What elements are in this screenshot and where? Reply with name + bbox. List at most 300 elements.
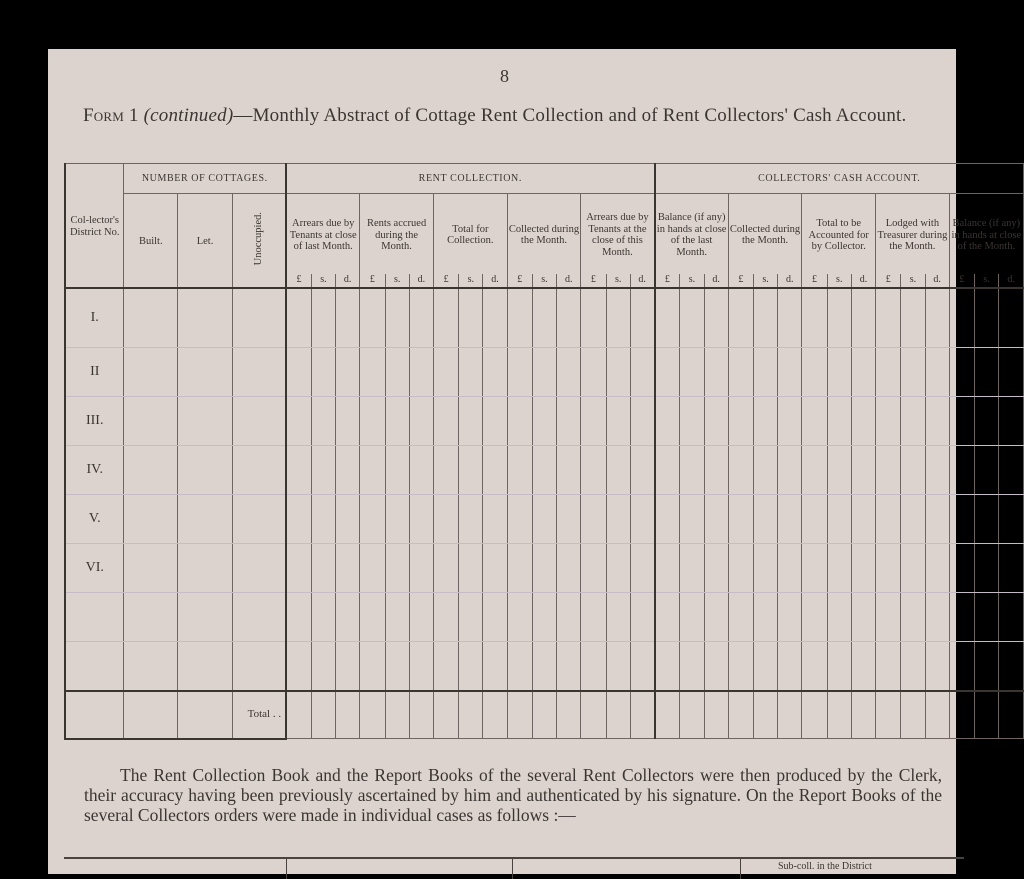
total-money-cell (385, 691, 409, 739)
district-row (65, 593, 1024, 642)
total-built-cell (124, 691, 178, 739)
money-cell (827, 397, 851, 446)
total-money-cell (286, 691, 311, 739)
money-cell (286, 288, 311, 348)
money-cell (581, 544, 606, 593)
abstract-table (64, 163, 1024, 740)
money-cell (433, 593, 458, 642)
money-cell (360, 348, 385, 397)
total-money-cell (827, 691, 851, 739)
money-cell (778, 642, 802, 691)
total-money-cell (483, 691, 507, 739)
money-cell (507, 397, 532, 446)
money-cell (851, 495, 875, 544)
money-cell (851, 348, 875, 397)
money-cell (901, 397, 925, 446)
total-money-cell (433, 691, 458, 739)
money-cell (827, 593, 851, 642)
col-arrears-last-header: Arrears due by Tenants at close of last Month. (286, 194, 360, 274)
money-cell (680, 348, 704, 397)
money-cell (557, 495, 581, 544)
money-cell (409, 348, 433, 397)
money-cell (459, 544, 483, 593)
money-cell (360, 446, 385, 495)
money-cell (680, 446, 704, 495)
money-cell (827, 288, 851, 348)
money-cell (999, 642, 1024, 691)
money-cell (581, 288, 606, 348)
money-cell (483, 642, 507, 691)
total-label: Total . . (232, 691, 286, 739)
money-cell (459, 288, 483, 348)
pence-label: d. (851, 274, 875, 288)
money-cell (949, 348, 974, 397)
money-cell (704, 348, 728, 397)
money-cell (532, 544, 556, 593)
money-cell (827, 348, 851, 397)
col-arrears-close-header: Arrears due by Tenants at the close of this Month. (581, 194, 655, 274)
money-cell (557, 544, 581, 593)
money-cell (483, 348, 507, 397)
money-cell (999, 446, 1024, 495)
total-money-cell (655, 691, 680, 739)
money-cell (507, 495, 532, 544)
district-row (65, 288, 1024, 348)
money-cell (680, 397, 704, 446)
built-cell (124, 642, 178, 691)
pound-label: £ (655, 274, 680, 288)
total-let-cell (178, 691, 233, 739)
shilling-label: s. (827, 274, 851, 288)
money-cell (999, 593, 1024, 642)
table-body (65, 288, 1024, 691)
col-lodged-header: Lodged with Treasurer during the Month. (876, 194, 950, 274)
district-number (65, 642, 124, 691)
let-cell (178, 288, 233, 348)
unoccupied-cell (232, 397, 286, 446)
built-cell (124, 288, 178, 348)
total-money-cell (507, 691, 532, 739)
group-cottages-header: NUMBER OF COTTAGES. (124, 164, 286, 194)
money-cell (901, 446, 925, 495)
money-cell (704, 495, 728, 544)
money-cell (680, 642, 704, 691)
money-cell (606, 446, 630, 495)
money-cell (704, 446, 728, 495)
group-rent-header: RENT COLLECTION. (286, 164, 654, 194)
money-cell (975, 397, 999, 446)
total-money-cell (778, 691, 802, 739)
let-cell (178, 446, 233, 495)
money-cell (630, 397, 654, 446)
built-cell (124, 446, 178, 495)
money-cell (728, 288, 753, 348)
money-cell (336, 397, 360, 446)
money-cell (385, 642, 409, 691)
total-money-cell (680, 691, 704, 739)
total-district-cell (65, 691, 124, 739)
money-cell (802, 544, 827, 593)
money-cell (655, 348, 680, 397)
pound-label: £ (802, 274, 827, 288)
money-cell (975, 544, 999, 593)
money-cell (557, 593, 581, 642)
money-cell (360, 288, 385, 348)
money-cell (949, 544, 974, 593)
total-money-cell (925, 691, 949, 739)
money-cell (507, 348, 532, 397)
money-cell (311, 446, 335, 495)
money-cell (704, 642, 728, 691)
total-money-cell (802, 691, 827, 739)
let-cell (178, 544, 233, 593)
money-cell (336, 446, 360, 495)
pound-label: £ (728, 274, 753, 288)
district-row (65, 446, 1024, 495)
money-cell (433, 642, 458, 691)
pound-label: £ (433, 274, 458, 288)
money-cell (851, 593, 875, 642)
form-continued: (continued) (143, 105, 234, 126)
money-cell (311, 288, 335, 348)
money-cell (606, 593, 630, 642)
money-cell (925, 593, 949, 642)
money-cell (557, 348, 581, 397)
total-row (65, 691, 1024, 739)
money-cell (975, 642, 999, 691)
money-cell (728, 348, 753, 397)
money-cell (802, 288, 827, 348)
money-cell (949, 397, 974, 446)
let-cell (178, 397, 233, 446)
total-money-cell (901, 691, 925, 739)
money-cell (827, 446, 851, 495)
money-cell (753, 446, 777, 495)
total-money-cell (975, 691, 999, 739)
money-cell (433, 544, 458, 593)
money-cell (901, 495, 925, 544)
money-cell (851, 397, 875, 446)
total-money-cell (557, 691, 581, 739)
unoccupied-cell (232, 642, 286, 691)
money-cell (532, 348, 556, 397)
money-cell (925, 544, 949, 593)
money-cell (975, 593, 999, 642)
money-cell (409, 495, 433, 544)
paragraph-text: The Rent Collection Book and the Report Books of the several Rent Collectors were then produced by the Clerk, their accuracy having been previously ascertained by him and authenticated by his signature. On the Report Books of the several Collectors orders were made in individual cases as follows :— (84, 765, 942, 825)
money-cell (655, 593, 680, 642)
money-cell (680, 593, 704, 642)
money-cell (999, 397, 1024, 446)
next-table-divider (740, 859, 741, 879)
money-cell (728, 544, 753, 593)
col-total-accounted-header: Total to be Accounted for by Collector. (802, 194, 876, 274)
money-cell (876, 642, 901, 691)
shilling-label: s. (459, 274, 483, 288)
money-cell (311, 642, 335, 691)
district-row (65, 495, 1024, 544)
money-cell (336, 593, 360, 642)
unoccupied-cell (232, 348, 286, 397)
money-cell (385, 593, 409, 642)
money-cell (630, 544, 654, 593)
money-cell (704, 397, 728, 446)
money-cell (949, 495, 974, 544)
col-built-header: Built. (124, 194, 178, 288)
money-cell (876, 446, 901, 495)
total-money-cell (459, 691, 483, 739)
money-cell (925, 397, 949, 446)
money-cell (704, 544, 728, 593)
money-cell (753, 397, 777, 446)
money-cell (851, 288, 875, 348)
money-cell (507, 593, 532, 642)
total-money-cell (728, 691, 753, 739)
money-cell (999, 495, 1024, 544)
money-cell (581, 593, 606, 642)
money-cell (925, 495, 949, 544)
money-cell (483, 544, 507, 593)
money-cell (557, 446, 581, 495)
money-cell (704, 288, 728, 348)
money-cell (949, 288, 974, 348)
money-cell (532, 593, 556, 642)
money-cell (360, 593, 385, 642)
money-cell (581, 446, 606, 495)
district-number: VI. (65, 544, 124, 593)
pound-label: £ (507, 274, 532, 288)
col-collected-header: Collected during the Month. (507, 194, 581, 274)
money-cell (680, 495, 704, 544)
money-cell (851, 642, 875, 691)
let-cell (178, 495, 233, 544)
money-cell (778, 446, 802, 495)
money-cell (433, 397, 458, 446)
money-cell (483, 397, 507, 446)
money-cell (925, 446, 949, 495)
form-heading (83, 105, 943, 127)
money-cell (704, 593, 728, 642)
total-money-cell (999, 691, 1024, 739)
money-cell (459, 397, 483, 446)
money-cell (532, 642, 556, 691)
money-cell (606, 544, 630, 593)
col-balance-close-header: Balance (if any) in hands at close of the Month. (949, 194, 1023, 274)
shilling-label: s. (311, 274, 335, 288)
unoccupied-cell (232, 544, 286, 593)
money-cell (975, 495, 999, 544)
money-cell (606, 495, 630, 544)
money-cell (655, 495, 680, 544)
money-cell (802, 642, 827, 691)
money-cell (311, 544, 335, 593)
money-cell (778, 544, 802, 593)
unoccupied-cell (232, 446, 286, 495)
money-cell (949, 642, 974, 691)
money-cell (507, 446, 532, 495)
shilling-label: s. (901, 274, 925, 288)
money-cell (827, 642, 851, 691)
page-number: 8 (500, 66, 509, 86)
shilling-label: s. (385, 274, 409, 288)
money-cell (507, 642, 532, 691)
money-cell (557, 642, 581, 691)
money-cell (802, 397, 827, 446)
money-cell (360, 642, 385, 691)
money-cell (630, 446, 654, 495)
pound-label: £ (581, 274, 606, 288)
money-cell (557, 288, 581, 348)
money-cell (655, 446, 680, 495)
money-cell (901, 593, 925, 642)
district-row (65, 642, 1024, 691)
money-cell (901, 642, 925, 691)
total-money-cell (753, 691, 777, 739)
money-cell (286, 397, 311, 446)
total-money-cell (704, 691, 728, 739)
col-unoccupied-cell (232, 194, 286, 288)
total-money-cell (949, 691, 974, 739)
money-cell (433, 446, 458, 495)
built-cell (124, 544, 178, 593)
pence-label: d. (557, 274, 581, 288)
total-money-cell (876, 691, 901, 739)
money-cell (655, 288, 680, 348)
money-cell (606, 348, 630, 397)
built-cell (124, 348, 178, 397)
money-cell (753, 593, 777, 642)
money-cell (409, 446, 433, 495)
money-cell (459, 495, 483, 544)
money-cell (459, 348, 483, 397)
money-cell (778, 495, 802, 544)
money-cell (778, 288, 802, 348)
total-money-cell (630, 691, 654, 739)
unoccupied-cell (232, 495, 286, 544)
money-cell (286, 495, 311, 544)
money-cell (728, 642, 753, 691)
money-cell (336, 348, 360, 397)
built-cell (124, 593, 178, 642)
money-cell (680, 288, 704, 348)
money-cell (728, 495, 753, 544)
money-cell (483, 288, 507, 348)
money-cell (901, 544, 925, 593)
money-cell (851, 544, 875, 593)
money-cell (286, 593, 311, 642)
total-money-cell (532, 691, 556, 739)
money-cell (385, 446, 409, 495)
pence-label: d. (925, 274, 949, 288)
money-cell (655, 544, 680, 593)
total-money-cell (606, 691, 630, 739)
col-let-header: Let. (178, 194, 233, 288)
money-cell (459, 642, 483, 691)
money-cell (433, 495, 458, 544)
money-cell (385, 348, 409, 397)
district-row (65, 348, 1024, 397)
unoccupied-cell (232, 593, 286, 642)
district-number (65, 593, 124, 642)
money-cell (630, 495, 654, 544)
money-cell (778, 397, 802, 446)
money-cell (311, 593, 335, 642)
money-cell (876, 348, 901, 397)
money-cell (311, 495, 335, 544)
money-cell (901, 348, 925, 397)
shilling-label: s. (975, 274, 999, 288)
money-cell (507, 288, 532, 348)
built-cell (124, 495, 178, 544)
money-cell (581, 642, 606, 691)
money-cell (925, 348, 949, 397)
money-cell (581, 495, 606, 544)
money-cell (286, 544, 311, 593)
money-cell (433, 288, 458, 348)
money-cell (876, 288, 901, 348)
col-rents-accrued-header: Rents accrued during the Month. (360, 194, 434, 274)
let-cell (178, 348, 233, 397)
money-cell (975, 446, 999, 495)
shilling-label: s. (680, 274, 704, 288)
money-cell (385, 544, 409, 593)
money-cell (385, 288, 409, 348)
money-cell (753, 642, 777, 691)
money-cell (827, 544, 851, 593)
built-cell (124, 397, 178, 446)
money-cell (680, 544, 704, 593)
col-cash-collected-header: Collected during the Month. (728, 194, 802, 274)
document-page (48, 49, 1022, 874)
unoccupied-cell (232, 288, 286, 348)
money-cell (532, 495, 556, 544)
money-cell (999, 544, 1024, 593)
money-cell (286, 642, 311, 691)
money-cell (876, 544, 901, 593)
total-money-cell (851, 691, 875, 739)
district-number: I. (65, 288, 124, 348)
money-cell (606, 642, 630, 691)
next-table-divider (286, 859, 287, 879)
district-number: III. (65, 397, 124, 446)
shilling-label: s. (753, 274, 777, 288)
money-cell (753, 288, 777, 348)
money-cell (459, 593, 483, 642)
district-row (65, 397, 1024, 446)
let-cell (178, 593, 233, 642)
money-cell (975, 348, 999, 397)
pence-label: d. (336, 274, 360, 288)
money-cell (532, 446, 556, 495)
money-cell (385, 495, 409, 544)
district-number: IV. (65, 446, 124, 495)
total-money-cell (311, 691, 335, 739)
money-cell (409, 642, 433, 691)
money-cell (409, 288, 433, 348)
district-row (65, 544, 1024, 593)
money-cell (360, 397, 385, 446)
pence-label: d. (704, 274, 728, 288)
money-cell (655, 397, 680, 446)
money-cell (949, 446, 974, 495)
money-cell (949, 593, 974, 642)
money-cell (753, 348, 777, 397)
district-number: II (65, 348, 124, 397)
money-cell (901, 288, 925, 348)
group-cash-header: COLLECTORS' CASH ACCOUNT. (655, 164, 1024, 194)
money-cell (311, 397, 335, 446)
money-cell (876, 495, 901, 544)
